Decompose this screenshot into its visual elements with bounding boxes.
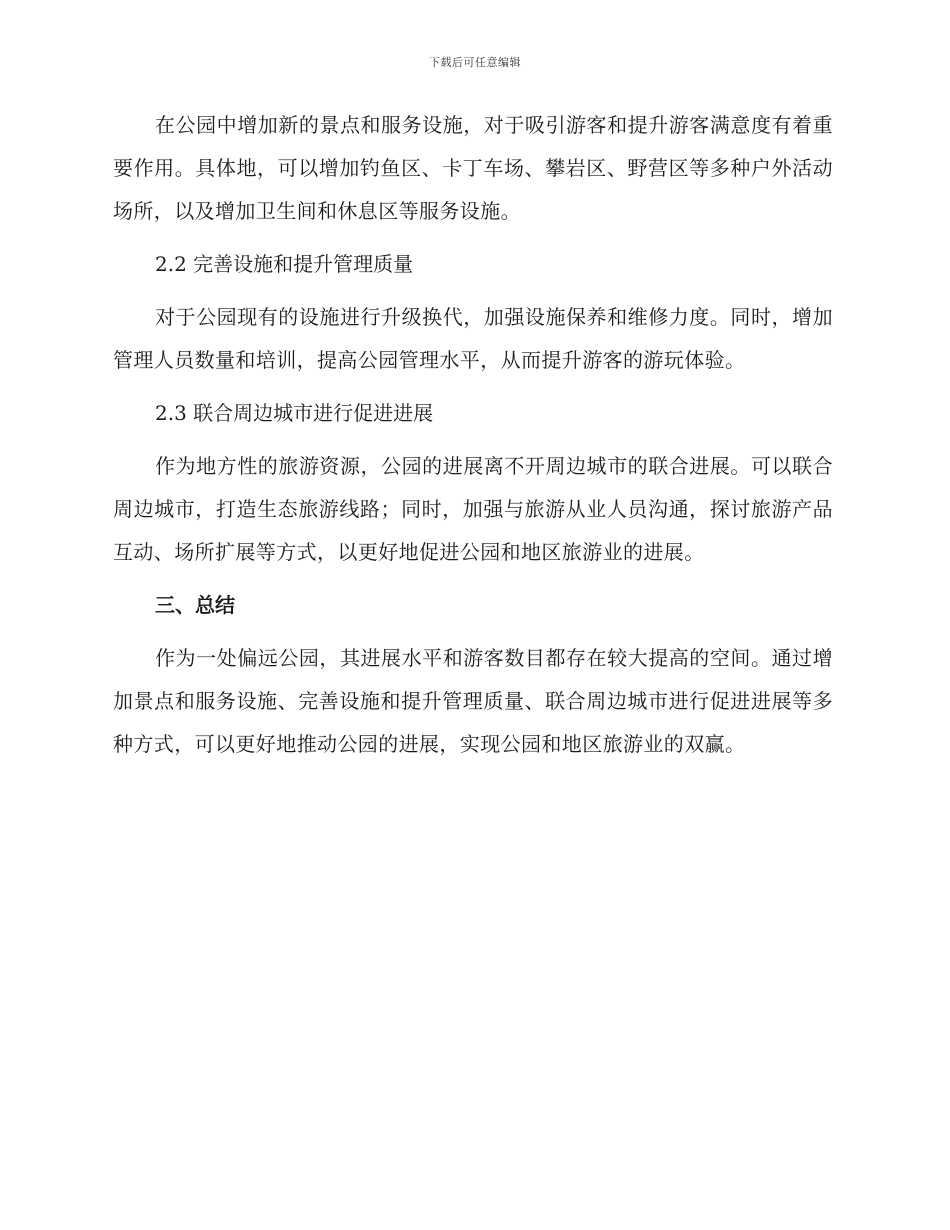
section-heading-summary: 三、总结: [155, 593, 235, 617]
subheading-2-3: 2.3 联合周边城市进行促进进展: [155, 401, 434, 425]
paragraph-new-attractions: 在公园中增加新的景点和服务设施，对于吸引游客和提升游客满意度有着重要作用。具体地，可以增加钓鱼区、卡丁车场、攀岩区、野营区等多种户外活动场所，以及增加卫生间和休息区等服务设施。: [113, 113, 833, 223]
page-header: 下载后可任意编辑: [429, 56, 521, 69]
paragraph-regional-cooperation: 作为地方性的旅游资源，公园的进展离不开周边城市的联合进展。可以联合周边城市，打造生态旅游线路；同时，加强与旅游从业人员沟通，探讨旅游产品互动、场所扩展等方式，以更好地促进公园和地区旅游业的进展。: [113, 454, 833, 564]
paragraph-facility-management: 对于公园现有的设施进行升级换代，加强设施保养和维修力度。同时，增加管理人员数量和培训，提高公园管理水平，从而提升游客的游玩体验。: [113, 305, 833, 372]
subheading-2-2: 2.2 完善设施和提升管理质量: [155, 252, 414, 276]
document-body: [113, 104, 833, 776]
paragraph-summary: 作为一处偏远公园，其进展水平和游客数目都存在较大提高的空间。通过增加景点和服务设施、完善设施和提升管理质量、联合周边城市进行促进进展等多种方式，可以更好地推动公园的进展，实现公园和地区旅游业的双赢。: [113, 646, 833, 756]
